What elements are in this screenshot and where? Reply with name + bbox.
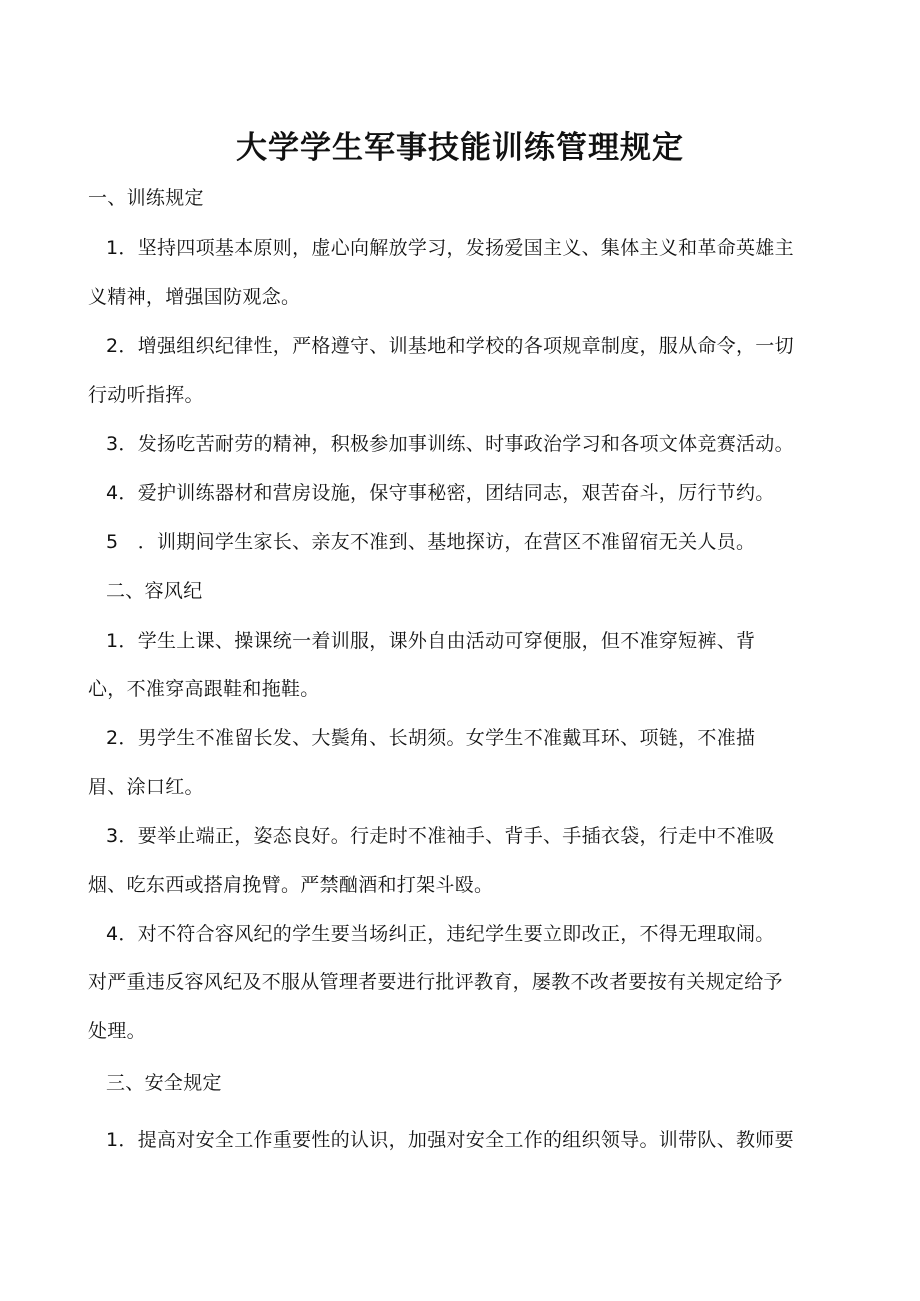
section-heading: 一、训练规定 bbox=[88, 187, 204, 209]
paragraph-line: 4．爱护训练器材和营房设施，保守事秘密，团结同志，艰苦奋斗，厉行节约。 bbox=[106, 482, 775, 504]
paragraph-line: 眉、涂口红。 bbox=[88, 776, 204, 798]
paragraph-line: 行动听指挥。 bbox=[88, 384, 204, 406]
document-title: 大学学生军事技能训练管理规定 bbox=[236, 130, 684, 166]
section-heading: 二、容风纪 bbox=[106, 580, 203, 602]
paragraph-line: 2．男学生不准留长发、大鬓角、长胡须。女学生不准戴耳环、项链，不准描 bbox=[106, 727, 756, 749]
paragraph-line: 1．坚持四项基本原则，虚心向解放学习，发扬爱国主义、集体主义和革命英雄主 bbox=[106, 237, 794, 259]
paragraph-line: 4．对不符合容风纪的学生要当场纠正，违纪学生要立即改正，不得无理取闹。 bbox=[106, 923, 775, 945]
paragraph-line: 对严重违反容风纪及不服从管理者要进行批评教育，屡教不改者要按有关规定给予 bbox=[88, 971, 783, 993]
paragraph-line: 1．学生上课、操课统一着训服，课外自由活动可穿便服，但不准穿短裤、背 bbox=[106, 630, 756, 652]
paragraph-line: 烟、吃东西或搭肩挽臂。严禁酗酒和打架斗殴。 bbox=[88, 874, 494, 896]
paragraph-line: 3．要举止端正，姿态良好。行走时不准袖手、背手、手插衣袋，行走中不准吸 bbox=[106, 825, 775, 847]
paragraph-line: 2．增强组织纪律性，严格遵守、训基地和学校的各项规章制度，服从命令，一切 bbox=[106, 335, 794, 357]
paragraph-line: 处理。 bbox=[88, 1020, 146, 1042]
paragraph-line: 3．发扬吃苦耐劳的精神，积极参加事训练、时事政治学习和各项文体竞赛活动。 bbox=[106, 433, 794, 455]
paragraph-line: 1．提高对安全工作重要性的认识，加强对安全工作的组织领导。训带队、教师要 bbox=[106, 1129, 794, 1151]
section-heading: 三、安全规定 bbox=[106, 1072, 222, 1094]
paragraph-line: 5 ．训期间学生家长、亲友不准到、基地探访，在营区不准留宿无关人员。 bbox=[106, 531, 756, 553]
paragraph-line: 义精神，增强国防观念。 bbox=[88, 286, 301, 308]
paragraph-line: 心，不准穿高跟鞋和拖鞋。 bbox=[88, 678, 320, 700]
